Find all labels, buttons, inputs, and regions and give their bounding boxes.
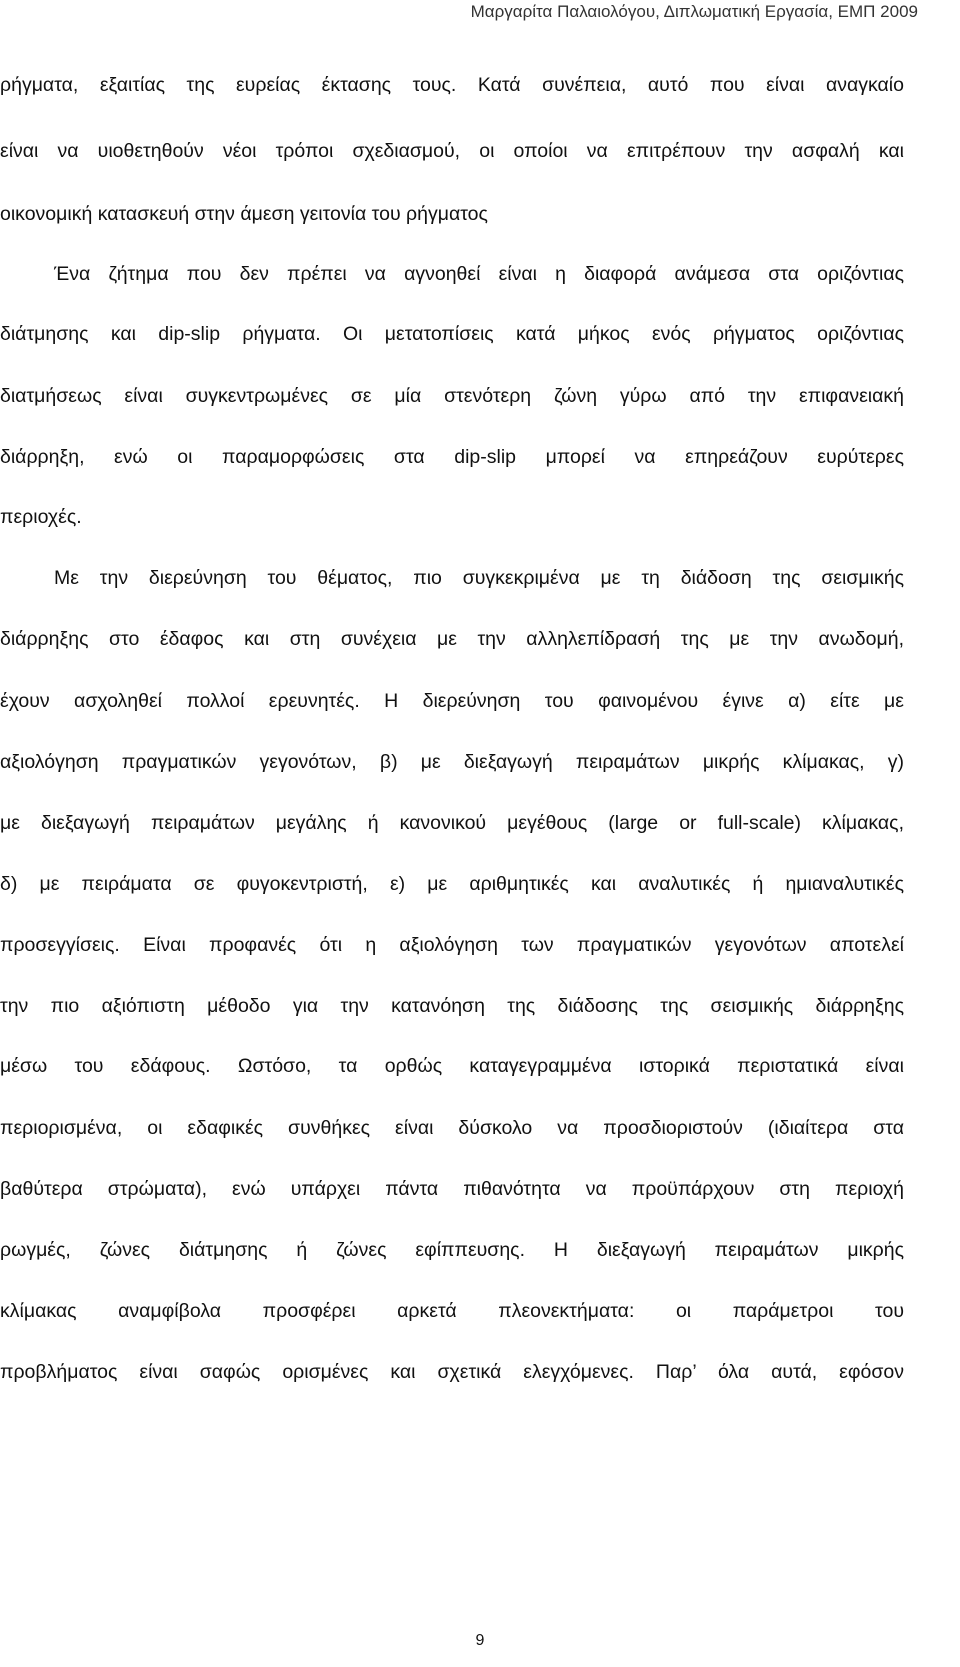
paragraph-start-line: Ένα ζήτημα που δεν πρέπει να αγνοηθεί είναι η διαφορά ανάμεσα στα οριζόντιας [54, 263, 904, 285]
text-line-14: δ) με πειράματα σε φυγοκεντριστή, ε) με αριθμητικές και αναλυτικές ή ημιαναλυτικές [0, 873, 904, 895]
text-line-13: με διεξαγωγή πειραμάτων μεγάλης ή κανονικού μεγέθους (large or full-scale) κλίμακας, [0, 812, 904, 834]
running-header: Μαργαρίτα Παλαιολόγου, Διπλωματική Εργασία, ΕΜΠ 2009 [470, 2, 918, 21]
text-line-15: προσεγγίσεις. Είναι προφανές ότι η αξιολόγηση των πραγματικών γεγονότων αποτελεί [0, 934, 904, 956]
text-line-6: διατμήσεως είναι συγκεντρωμένες σε μία στενότερη ζώνη γύρω από την επιφανειακή [0, 385, 904, 407]
text-line-8: περιοχές. [0, 506, 82, 528]
text-line-22: προβλήματος είναι σαφώς ορισμένες και σχετικά ελεγχόμενες. Παρ’ όλα αυτά, εφόσον [0, 1361, 904, 1383]
text-line-11: έχουν ασχοληθεί πολλοί ερευνητές. Η διερεύνηση του φαινομένου έγινε α) είτε με [0, 690, 904, 712]
text-line-18: περιορισμένα, οι εδαφικές συνθήκες είναι δύσκολο να προσδιοριστούν (ιδιαίτερα στα [0, 1117, 904, 1139]
text-line-20: ρωγμές, ζώνες διάτμησης ή ζώνες εφίππευσης. Η διεξαγωγή πειραμάτων μικρής [0, 1239, 904, 1261]
text-line-1: ρήγματα, εξαιτίας της ευρείας έκτασης τους. Κατά συνέπεια, αυτό που είναι αναγκαίο [0, 74, 904, 96]
text-line-2: είναι να υιοθετηθούν νέοι τρόποι σχεδιασμού, οι οποίοι να επιτρέπουν την ασφαλή και [0, 140, 904, 162]
text-line-5: διάτμησης και dip-slip ρήγματα. Οι μετατοπίσεις κατά μήκος ενός ρήγματος οριζόντιας [0, 323, 904, 345]
page-number: 9 [475, 1632, 485, 1649]
text-line-12: αξιολόγηση πραγματικών γεγονότων, β) με διεξαγωγή πειραμάτων μικρής κλίμακας, γ) [0, 751, 904, 773]
text-line-17: μέσω του εδάφους. Ωστόσο, τα ορθώς καταγεγραμμένα ιστορικά περιστατικά είναι [0, 1055, 904, 1077]
text-line-19: βαθύτερα στρώματα), ενώ υπάρχει πάντα πιθανότητα να προϋπάρχουν στη περιοχή [0, 1178, 904, 1200]
text-line-7: διάρρηξη, ενώ οι παραμορφώσεις στα dip-slip μπορεί να επηρεάζουν ευρύτερες [0, 446, 904, 468]
text-line-10: διάρρηξης στο έδαφος και στη συνέχεια με την αλληλεπίδρασή της με την ανωδομή, [0, 628, 904, 650]
paragraph-start-line: Με την διερεύνηση του θέματος, πιο συγκεκριμένα με τη διάδοση της σεισμικής [54, 567, 904, 589]
text-line-16: την πιο αξιόπιστη μέθοδο για την κατανόηση της διάδοσης της σεισμικής διάρρηξης [0, 995, 904, 1017]
text-line-21: κλίμακας αναμφίβολα προσφέρει αρκετά πλεονεκτήματα: οι παράμετροι του [0, 1300, 904, 1322]
text-line-3: οικονομική κατασκευή στην άμεση γειτονία του ρήγματος [0, 203, 488, 225]
